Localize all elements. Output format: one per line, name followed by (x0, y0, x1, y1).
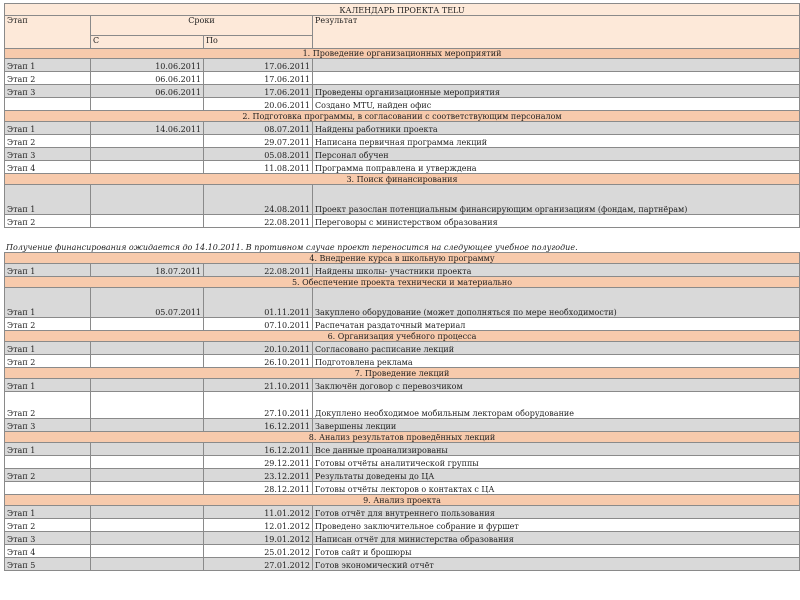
cell-result[interactable]: Закуплено оборудование (может дополняться по мере необходимости) (313, 288, 800, 318)
cell-to[interactable]: 27.10.2011 (204, 392, 313, 419)
cell-stage[interactable]: Этап 1 (4, 342, 91, 355)
cell-result[interactable]: Все данные проанализированы (313, 443, 800, 456)
cell-stage[interactable] (4, 456, 91, 469)
cell-stage[interactable]: Этап 4 (4, 545, 91, 558)
cell-from[interactable] (91, 482, 204, 495)
page-title[interactable]: КАЛЕНДАРЬ ПРОЕКТА TELU (4, 3, 800, 16)
table-row (4, 72, 800, 85)
cell-stage[interactable]: Этап 1 (4, 443, 91, 456)
cell-from[interactable] (91, 135, 204, 148)
table-row (4, 558, 800, 571)
cell-to[interactable]: 22.08.2011 (204, 264, 313, 277)
cell-from[interactable] (91, 506, 204, 519)
cell-result[interactable]: Готов экономический отчёт (313, 558, 800, 571)
table-row (4, 185, 800, 215)
cell-stage[interactable] (4, 98, 91, 111)
section-title[interactable]: 4. Внедрение курса в школьную программу (4, 253, 800, 264)
cell-from[interactable] (91, 185, 204, 215)
cell-result[interactable] (313, 59, 800, 72)
table-row (4, 59, 800, 72)
cell-result[interactable]: Написан отчёт для министерства образования (313, 532, 800, 545)
cell-from[interactable] (91, 318, 204, 331)
cell-stage[interactable]: Этап 3 (4, 85, 91, 98)
cell-stage[interactable]: Этап 1 (4, 379, 91, 392)
section-row (4, 495, 800, 506)
section-row (4, 368, 800, 379)
table-row (4, 148, 800, 161)
cell-stage[interactable]: Этап 2 (4, 72, 91, 85)
section-row (4, 174, 800, 185)
table-row (4, 122, 800, 135)
section-row (4, 111, 800, 122)
cell-stage[interactable]: Этап 5 (4, 558, 91, 571)
cell-stage[interactable]: Этап 2 (4, 318, 91, 331)
cell-result[interactable]: Результаты доведены до ЦА (313, 469, 800, 482)
cell-result[interactable] (313, 72, 800, 85)
cell-from[interactable]: 06.06.2011 (91, 85, 204, 98)
table-row (4, 85, 800, 98)
header-to[interactable]: По (204, 36, 313, 49)
cell-result[interactable]: Докуплено необходимое мобильным лекторам оборудование (313, 392, 800, 419)
cell-from[interactable] (91, 148, 204, 161)
table-row (4, 264, 800, 277)
cell-stage[interactable]: Этап 4 (4, 161, 91, 174)
cell-stage[interactable]: Этап 1 (4, 122, 91, 135)
table-row (4, 519, 800, 532)
section-row (4, 277, 800, 288)
cell-stage[interactable]: Этап 1 (4, 506, 91, 519)
cell-from[interactable] (91, 355, 204, 368)
cell-to[interactable]: 20.10.2011 (204, 342, 313, 355)
cell-result[interactable]: Программа поправлена и утверждена (313, 161, 800, 174)
cell-to[interactable]: 29.07.2011 (204, 135, 313, 148)
section-title[interactable]: 8. Анализ результатов проведённых лекций (4, 432, 800, 443)
cell-stage[interactable] (4, 482, 91, 495)
cell-from[interactable] (91, 379, 204, 392)
cell-result[interactable]: Готовы отчёты лекторов о контактах с ЦА (313, 482, 800, 495)
header-result[interactable]: Результат (313, 16, 800, 49)
section-title[interactable]: 2. Подготовка программы, в согласовании с соответствующим персоналом (4, 111, 800, 122)
cell-result[interactable]: Найдены работники проекта (313, 122, 800, 135)
cell-from[interactable] (91, 215, 204, 228)
table-row (4, 379, 800, 392)
table-row (4, 469, 800, 482)
cell-to[interactable]: 17.06.2011 (204, 72, 313, 85)
cell-to[interactable]: 21.10.2011 (204, 379, 313, 392)
table-row (4, 288, 800, 318)
cell-result[interactable]: Согласовано расписание лекций (313, 342, 800, 355)
cell-stage[interactable]: Этап 1 (4, 185, 91, 215)
table-row (4, 135, 800, 148)
cell-stage[interactable]: Этап 3 (4, 532, 91, 545)
cell-from[interactable] (91, 456, 204, 469)
cell-result[interactable]: Завершены лекции (313, 419, 800, 432)
cell-to[interactable]: 01.11.2011 (204, 288, 313, 318)
cell-to[interactable]: 16.12.2011 (204, 443, 313, 456)
cell-result[interactable]: Создано MTU, найден офис (313, 98, 800, 111)
cell-stage[interactable]: Этап 3 (4, 148, 91, 161)
table-row (4, 392, 800, 419)
cell-result[interactable]: Переговоры с министерством образования (313, 215, 800, 228)
cell-to[interactable]: 27.01.2012 (204, 558, 313, 571)
cell-stage[interactable]: Этап 1 (4, 288, 91, 318)
cell-to[interactable]: 19.01.2012 (204, 532, 313, 545)
cell-from[interactable]: 06.06.2011 (91, 72, 204, 85)
cell-from[interactable] (91, 161, 204, 174)
cell-to[interactable]: 08.07.2011 (204, 122, 313, 135)
cell-to[interactable]: 20.06.2011 (204, 98, 313, 111)
project-calendar-sheet (4, 3, 800, 600)
cell-to[interactable]: 07.10.2011 (204, 318, 313, 331)
section-row (4, 253, 800, 264)
table-row (4, 482, 800, 495)
cell-to[interactable]: 17.06.2011 (204, 59, 313, 72)
cell-result[interactable]: Готов отчёт для внутреннего пользования (313, 506, 800, 519)
cell-to[interactable]: 16.12.2011 (204, 419, 313, 432)
cell-from[interactable] (91, 545, 204, 558)
cell-from[interactable]: 10.06.2011 (91, 59, 204, 72)
section-title[interactable]: 1. Проведение организационных мероприятий (4, 49, 800, 59)
funding-note: Получение финансирования ожидается до 14.10.2011. В противном случае проект переносится на следующее учебное полугодие. (4, 228, 800, 253)
section-title[interactable]: 5. Обеспечение проекта технически и материально (4, 277, 800, 288)
cell-stage[interactable]: Этап 2 (4, 355, 91, 368)
cell-result[interactable]: Найдены школы- участники проекта (313, 264, 800, 277)
table-row (4, 443, 800, 456)
header-block (4, 16, 800, 49)
cell-result[interactable]: Проведено заключительное собрание и фуршет (313, 519, 800, 532)
cell-from[interactable] (91, 98, 204, 111)
table-row (4, 215, 800, 228)
cell-result[interactable]: Заключён договор с перевозчиком (313, 379, 800, 392)
table-row (4, 98, 800, 111)
note-row (4, 228, 800, 253)
cell-to[interactable]: 28.12.2011 (204, 482, 313, 495)
cell-from[interactable] (91, 519, 204, 532)
cell-result[interactable]: Подготовлена реклама (313, 355, 800, 368)
cell-stage[interactable]: Этап 1 (4, 59, 91, 72)
header-dates[interactable]: Сроки (91, 16, 313, 36)
cell-stage[interactable]: Этап 2 (4, 469, 91, 482)
title-row (4, 3, 800, 16)
cell-result[interactable]: Написана первичная программа лекций (313, 135, 800, 148)
cell-to[interactable]: 17.06.2011 (204, 85, 313, 98)
cell-to[interactable]: 25.01.2012 (204, 545, 313, 558)
section-row (4, 432, 800, 443)
table-row (4, 342, 800, 355)
cell-to[interactable]: 22.08.2011 (204, 215, 313, 228)
section-title[interactable]: 7. Проведение лекций (4, 368, 800, 379)
cell-to[interactable]: 24.08.2011 (204, 185, 313, 215)
cell-to[interactable]: 05.08.2011 (204, 148, 313, 161)
cell-from[interactable]: 18.07.2011 (91, 264, 204, 277)
cell-stage[interactable]: Этап 2 (4, 519, 91, 532)
cell-from[interactable] (91, 392, 204, 419)
cell-stage[interactable]: Этап 2 (4, 392, 91, 419)
cell-to[interactable]: 12.01.2012 (204, 519, 313, 532)
cell-result[interactable]: Проект разослан потенциальным финансирующим организациям (фондам, партнёрам) (313, 185, 800, 215)
section-title[interactable]: 6. Организация учебного процесса (4, 331, 800, 342)
cell-result[interactable]: Персонал обучен (313, 148, 800, 161)
cell-stage[interactable]: Этап 3 (4, 419, 91, 432)
table-row (4, 545, 800, 558)
header-stage[interactable]: Этап (4, 16, 91, 49)
cell-stage[interactable]: Этап 2 (4, 215, 91, 228)
cell-to[interactable]: 29.12.2011 (204, 456, 313, 469)
header-from[interactable]: С (91, 36, 204, 49)
cell-from[interactable] (91, 558, 204, 571)
table-row (4, 456, 800, 469)
cell-from[interactable] (91, 419, 204, 432)
table-row (4, 161, 800, 174)
section-title[interactable]: 3. Поиск финансирования (4, 174, 800, 185)
cell-stage[interactable]: Этап 1 (4, 264, 91, 277)
cell-from[interactable]: 14.06.2011 (91, 122, 204, 135)
cell-from[interactable] (91, 342, 204, 355)
cell-from[interactable] (91, 469, 204, 482)
cell-from[interactable]: 05.07.2011 (91, 288, 204, 318)
table-row (4, 419, 800, 432)
cell-result[interactable]: Распечатан раздаточный материал (313, 318, 800, 331)
section-title[interactable]: 9. Анализ проекта (4, 495, 800, 506)
table-row (4, 506, 800, 519)
cell-to[interactable]: 11.08.2011 (204, 161, 313, 174)
section-row (4, 49, 800, 59)
section-row (4, 331, 800, 342)
cell-stage[interactable]: Этап 2 (4, 135, 91, 148)
cell-to[interactable]: 23.12.2011 (204, 469, 313, 482)
cell-from[interactable] (91, 443, 204, 456)
cell-to[interactable]: 26.10.2011 (204, 355, 313, 368)
table-row (4, 532, 800, 545)
table-row (4, 318, 800, 331)
cell-from[interactable] (91, 532, 204, 545)
cell-result[interactable]: Готовы отчёты аналитической группы (313, 456, 800, 469)
cell-result[interactable]: Проведены организационные мероприятия (313, 85, 800, 98)
cell-result[interactable]: Готов сайт и брошюры (313, 545, 800, 558)
cell-to[interactable]: 11.01.2012 (204, 506, 313, 519)
table-row (4, 355, 800, 368)
